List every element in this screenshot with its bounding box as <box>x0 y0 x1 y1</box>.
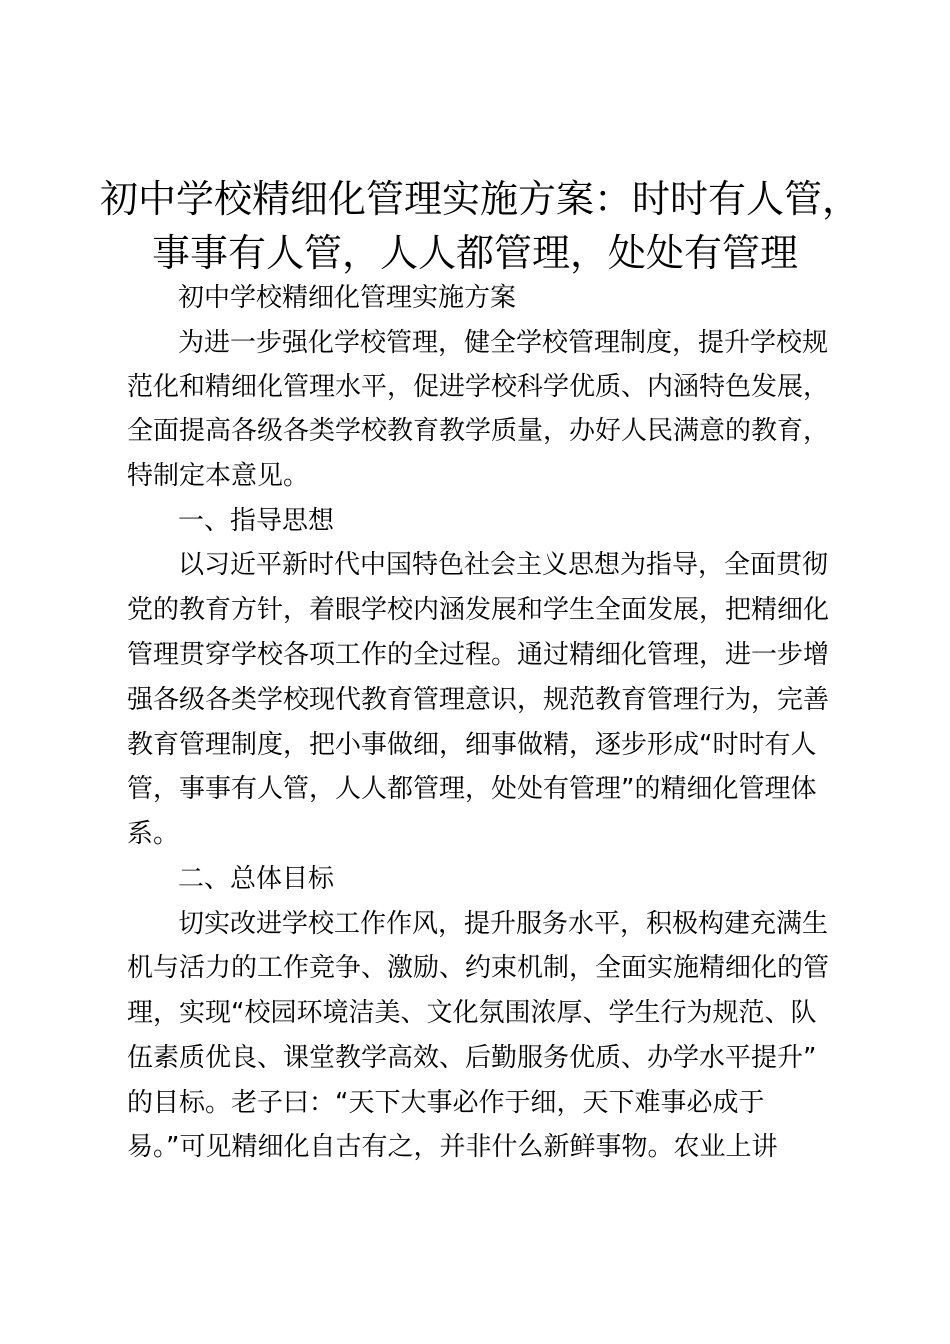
paragraph-line: 强各级各类学校现代教育管理意识，规范教育管理行为，完善 <box>127 685 830 715</box>
subtitle: 初中学校精细化管理实施方案 <box>178 283 517 313</box>
title-line: 事事有人管，人人都管理，处处有管理 <box>151 231 798 275</box>
paragraph-line: 为进一步强化学校管理，健全学校管理制度，提升学校规 <box>178 328 829 358</box>
paragraph-line: 教育管理制度，把小事做细，细事做精，逐步形成“时时有人 <box>127 730 817 760</box>
section-heading: 二、总体目标 <box>178 864 335 894</box>
paragraph-line: 管，事事有人管，人人都管理，处处有管理”的精细化管理体 <box>127 774 817 804</box>
paragraph-line: 范化和精细化管理水平，促进学校科学优质、内涵特色发展， <box>127 372 830 402</box>
section-heading: 一、指导思想 <box>178 506 335 536</box>
title-line: 初中学校精细化管理实施方案：时时有人管， <box>100 177 861 221</box>
paragraph-line: 易。”可见精细化自古有之，并非什么新鲜事物。农业上讲 <box>127 1132 778 1162</box>
paragraph-line: 特制定本意见。 <box>127 461 310 491</box>
paragraph-line: 的目标。老子曰：“天下大事必作于细，天下难事必成于 <box>127 1088 765 1118</box>
document-title <box>100 172 861 280</box>
paragraph-line: 切实改进学校工作作风，提升服务水平，积极构建充满生 <box>178 909 829 939</box>
paragraph-line: 党的教育方针，着眼学校内涵发展和学生全面发展，把精细化 <box>127 595 830 625</box>
paragraph-line: 全面提高各级各类学校教育教学质量，办好人民满意的教育， <box>127 416 830 446</box>
paragraph-line: 伍素质优良、课堂教学高效、后勤服务优质、办学水平提升” <box>127 1043 817 1073</box>
paragraph-line: 机与活力的工作竞争、激励、约束机制，全面实施精细化的管 <box>127 953 830 983</box>
paragraph-line: 理，实现“校园环境洁美、文化氛围浓厚、学生行为规范、队 <box>127 998 817 1028</box>
paragraph-line: 管理贯穿学校各项工作的全过程。通过精细化管理，进一步增 <box>127 640 830 670</box>
paragraph-line: 系。 <box>127 819 180 849</box>
paragraph-line: 以习近平新时代中国特色社会主义思想为指导，全面贯彻 <box>178 550 829 580</box>
